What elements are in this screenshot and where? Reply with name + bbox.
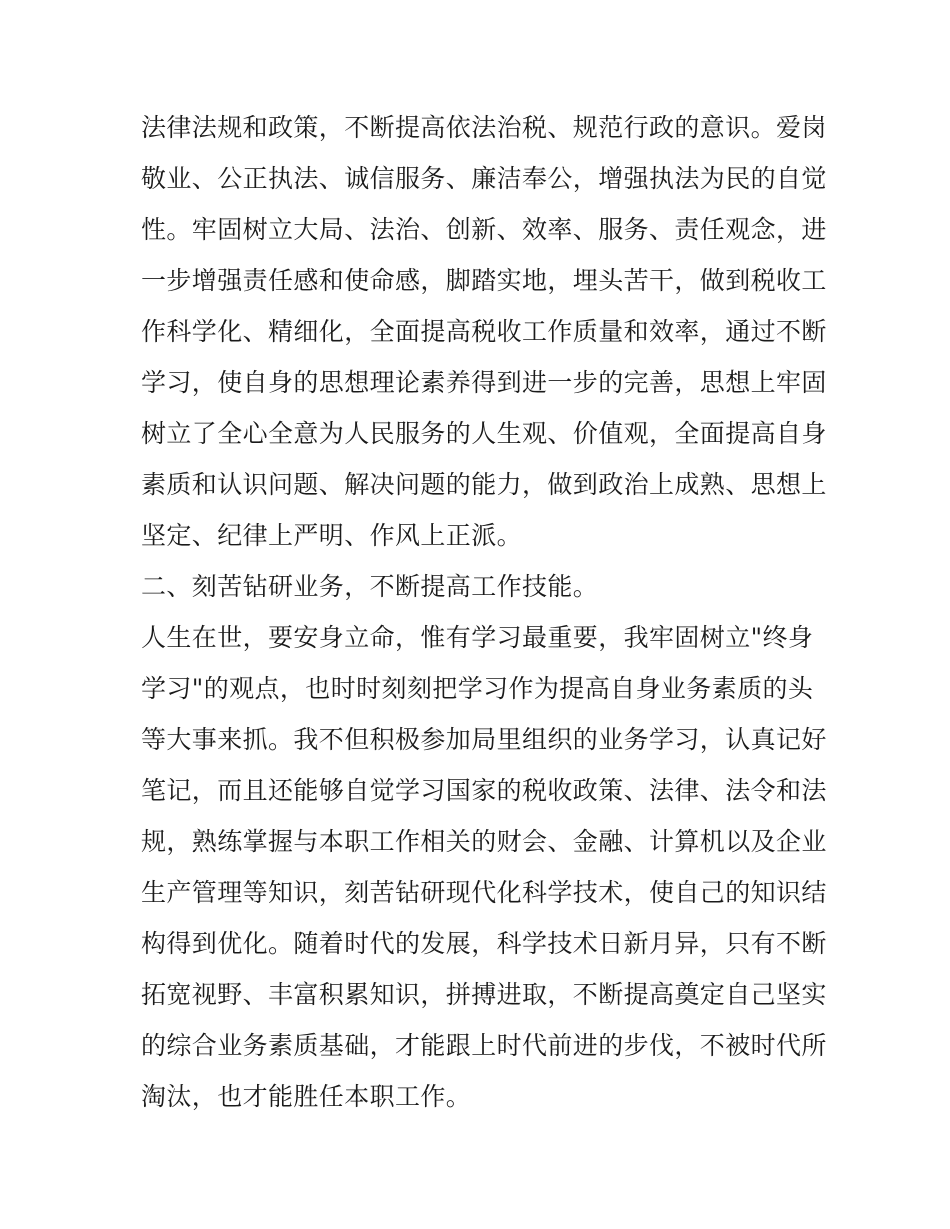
- text-line: 人生在世，要安身立命，惟有学习最重要，我牢固树立"终身: [141, 623, 814, 652]
- text-line: 法律法规和政策，不断提高依法治税、规范行政的意识。爱岗: [141, 113, 827, 142]
- text-line: 树立了全心全意为人民服务的人生观、价值观，全面提高自身: [141, 419, 827, 448]
- text-line: 作科学化、精细化，全面提高税收工作质量和效率，通过不断: [141, 317, 827, 346]
- text-line: 生产管理等知识，刻苦钻研现代化科学技术，使自己的知识结: [141, 878, 827, 907]
- text-line: 敬业、公正执法、诚信服务、廉洁奉公，增强执法为民的自觉: [141, 164, 827, 193]
- text-line: 的综合业务素质基础，才能跟上时代前进的步伐，不被时代所: [141, 1031, 827, 1060]
- text-line: 坚定、纪律上严明、作风上正派。: [141, 521, 523, 550]
- text-line: 等大事来抓。我不但积极参加局里组织的业务学习，认真记好: [141, 725, 827, 754]
- text-line: 规，熟练掌握与本职工作相关的财会、金融、计算机以及企业: [141, 827, 827, 856]
- text-line: 淘汰，也才能胜任本职工作。: [141, 1082, 472, 1111]
- document-body: [141, 102, 827, 1122]
- text-line: 笔记，而且还能够自觉学习国家的税收政策、法律、法令和法: [141, 776, 827, 805]
- text-line: 拓宽视野、丰富积累知识，拼搏进取，不断提高奠定自己坚实: [141, 980, 827, 1009]
- text-line: 学习，使自身的思想理论素养得到进一步的完善，思想上牢固: [141, 368, 827, 397]
- text-line: 性。牢固树立大局、法治、创新、效率、服务、责任观念，进: [141, 215, 827, 244]
- text-line: 学习"的观点，也时时刻刻把学习作为提高自身业务素质的头: [141, 674, 814, 703]
- text-line: 构得到优化。随着时代的发展，科学技术日新月异，只有不断: [141, 929, 827, 958]
- section-heading: 二、刻苦钻研业务，不断提高工作技能。: [141, 572, 599, 601]
- text-line: 素质和认识问题、解决问题的能力，做到政治上成熟、思想上: [141, 470, 827, 499]
- text-line: 一步增强责任感和使命感，脚踏实地，埋头苦干，做到税收工: [141, 266, 827, 295]
